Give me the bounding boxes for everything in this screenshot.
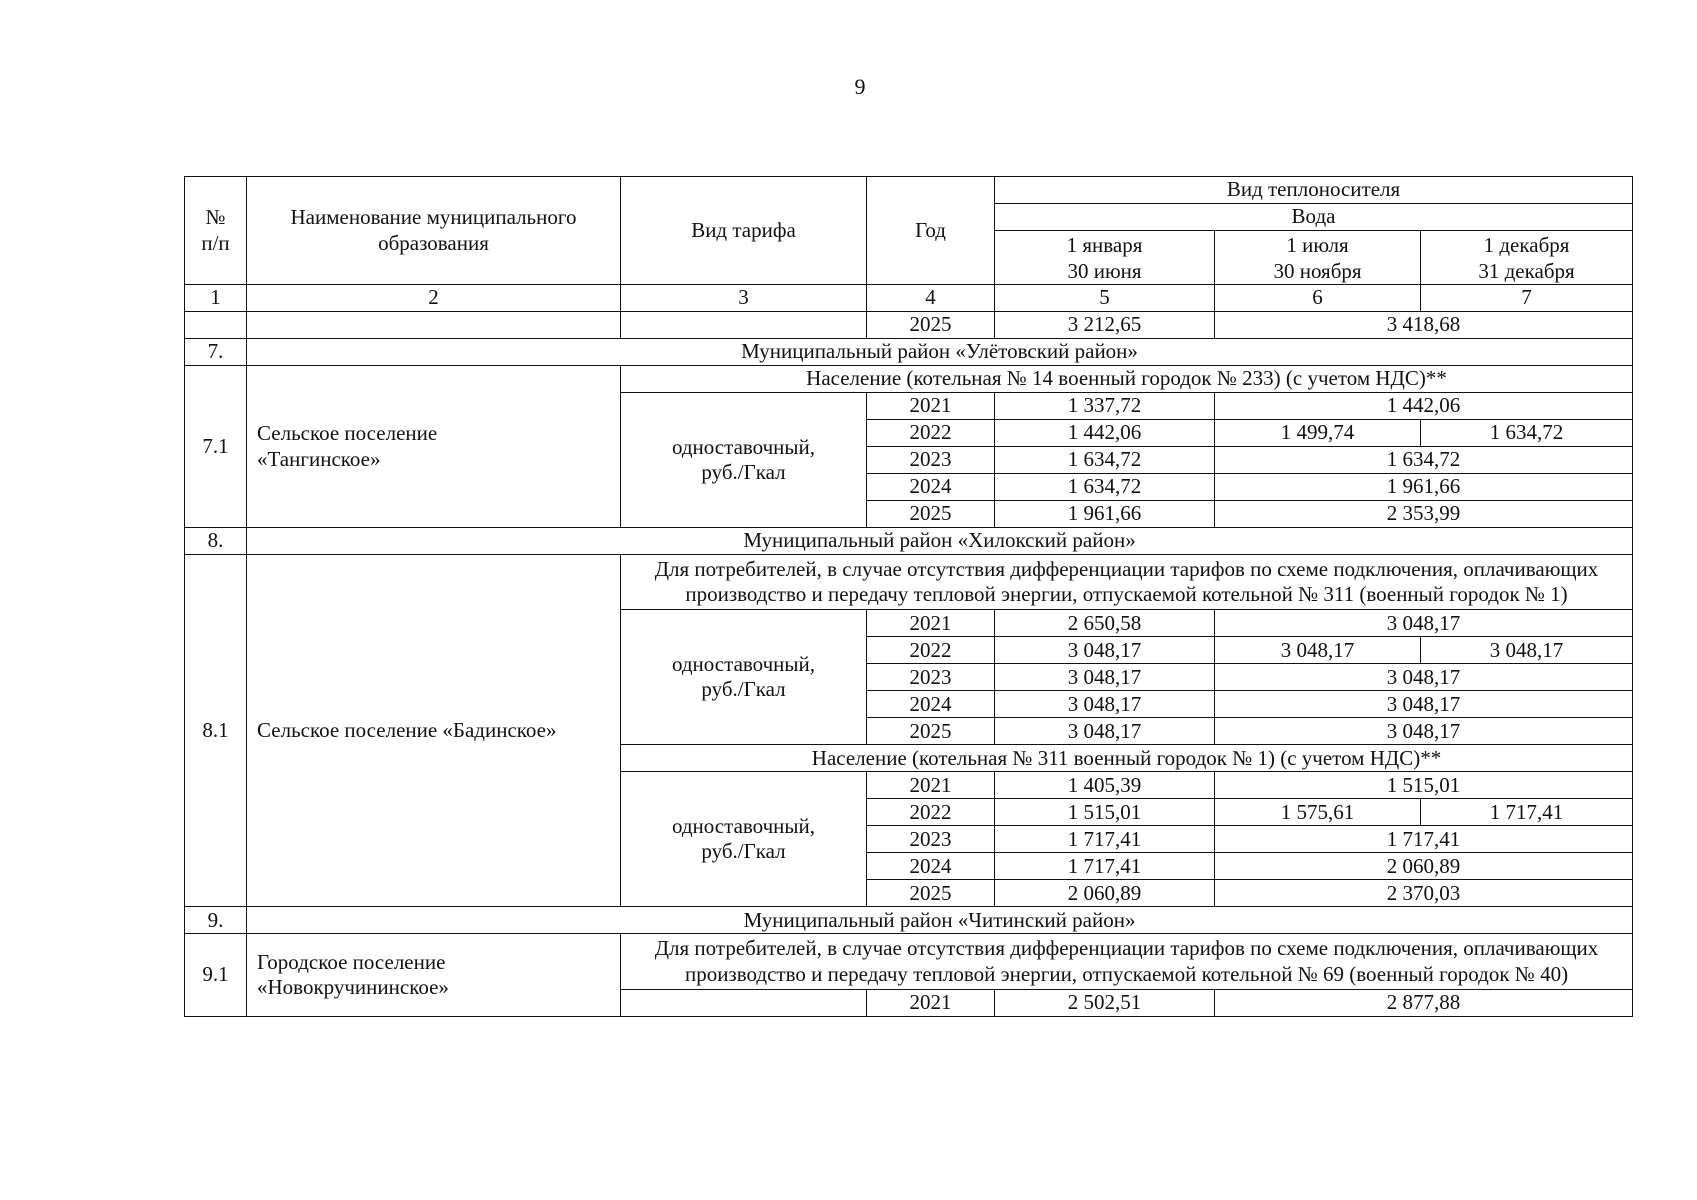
value-cell: 2 877,88 <box>1215 989 1633 1016</box>
year-cell: 2021 <box>867 989 995 1016</box>
value-cell: 1 499,74 <box>1215 420 1421 447</box>
value-cell: 3 048,17 <box>995 691 1215 718</box>
year-cell: 2023 <box>867 664 995 691</box>
header-index-1: 1 <box>185 285 247 312</box>
value-cell: 1 515,01 <box>995 799 1215 826</box>
tariff-type: одноставочный, руб./Гкал <box>621 393 867 528</box>
group-title: Население (котельная № 14 военный городок № 233) (с учетом НДС)** <box>621 366 1633 393</box>
item-name: Сельское поселение «Бадинское» <box>247 555 621 907</box>
section-num: 7. <box>185 339 247 366</box>
section-title: Муниципальный район «Улётовский район» <box>247 339 1633 366</box>
empty-cell <box>621 989 867 1016</box>
value-cell: 1 575,61 <box>1215 799 1421 826</box>
year-cell: 2025 <box>867 718 995 745</box>
year-cell: 2021 <box>867 393 995 420</box>
header-period-1: 1 января 30 июня <box>995 231 1215 285</box>
header-period-3: 1 декабря 31 декабря <box>1421 231 1633 285</box>
header-carrier-type: Вид теплоносителя <box>995 177 1633 204</box>
section-title: Муниципальный район «Читинский район» <box>247 907 1633 934</box>
header-period-2: 1 июля 30 ноября <box>1215 231 1421 285</box>
year-cell: 2024 <box>867 853 995 880</box>
header-index-6: 6 <box>1215 285 1421 312</box>
value-cell: 3 048,17 <box>995 637 1215 664</box>
value-cell: 1 717,41 <box>1215 826 1633 853</box>
header-col-num <box>185 177 247 285</box>
header-index-2: 2 <box>247 285 621 312</box>
group-title: Для потребителей, в случае отсутствия дифференциации тарифов по схеме подключения, оплачивающих производство и передачу тепловой энергии, отпускаемой котельной № 311 (военный городок № 1) <box>621 555 1633 610</box>
value-cell: 2 370,03 <box>1215 880 1633 907</box>
value-cell: 1 337,72 <box>995 393 1215 420</box>
value-cell: 3 048,17 <box>995 664 1215 691</box>
header-col-tariff: Вид тарифа <box>621 177 867 285</box>
tariff-table <box>184 176 1633 1017</box>
value-cell: 1 717,41 <box>995 826 1215 853</box>
header-col-num-label: № п/п <box>201 205 230 255</box>
value-cell: 1 634,72 <box>1215 447 1633 474</box>
value-cell: 3 048,17 <box>1215 637 1421 664</box>
header-carrier: Вода <box>995 204 1633 231</box>
year-cell: 2022 <box>867 637 995 664</box>
value-cell: 1 442,06 <box>995 420 1215 447</box>
group-title-row <box>185 366 1633 393</box>
value-cell: 1 405,39 <box>995 772 1215 799</box>
header-row-1 <box>185 177 1633 204</box>
year-cell: 2023 <box>867 826 995 853</box>
header-index-4: 4 <box>867 285 995 312</box>
item-num: 8.1 <box>185 555 247 907</box>
value-cell: 2 650,58 <box>995 610 1215 637</box>
section-row <box>185 339 1633 366</box>
value-cell: 3 048,17 <box>1215 718 1633 745</box>
value-cell: 1 961,66 <box>1215 474 1633 501</box>
item-name: Городское поселение «Новокручининское» <box>247 934 621 1016</box>
section-num: 9. <box>185 907 247 934</box>
year-cell: 2022 <box>867 799 995 826</box>
table-row <box>185 312 1633 339</box>
value-cell: 2 502,51 <box>995 989 1215 1016</box>
year-cell: 2024 <box>867 691 995 718</box>
value-cell: 1 515,01 <box>1215 772 1633 799</box>
value-cell: 1 634,72 <box>995 447 1215 474</box>
year-cell: 2021 <box>867 610 995 637</box>
group-title: Для потребителей, в случае отсутствия дифференциации тарифов по схеме подключения, оплачивающих производство и передачу тепловой энергии, отпускаемой котельной № 69 (военный городок № 40) <box>621 934 1633 989</box>
value-cell: 1 717,41 <box>995 853 1215 880</box>
value-cell: 1 634,72 <box>995 474 1215 501</box>
section-num: 8. <box>185 528 247 555</box>
year-cell: 2021 <box>867 772 995 799</box>
header-col-year: Год <box>867 177 995 285</box>
year-cell: 2024 <box>867 474 995 501</box>
item-num: 7.1 <box>185 366 247 528</box>
value-cell: 3 048,17 <box>1215 610 1633 637</box>
value-cell: 2 060,89 <box>995 880 1215 907</box>
header-index-row <box>185 285 1633 312</box>
value-cell: 2 353,99 <box>1215 501 1633 528</box>
year-cell: 2025 <box>867 880 995 907</box>
group-title-row <box>185 555 1633 610</box>
header-index-3: 3 <box>621 285 867 312</box>
value-cell: 3 048,17 <box>1421 637 1633 664</box>
value-cell: 3 418,68 <box>1215 312 1633 339</box>
group-title: Население (котельная № 311 военный городок № 1) (с учетом НДС)** <box>621 745 1633 772</box>
header-index-5: 5 <box>995 285 1215 312</box>
year-cell: 2025 <box>867 312 995 339</box>
tariff-type: одноставочный, руб./Гкал <box>621 610 867 745</box>
page-number: 9 <box>854 74 866 99</box>
header-col-name: Наименование муниципального образования <box>247 177 621 285</box>
empty-cell <box>185 312 247 339</box>
value-cell: 3 048,17 <box>1215 664 1633 691</box>
header-index-7: 7 <box>1421 285 1633 312</box>
empty-cell <box>247 312 621 339</box>
section-row <box>185 907 1633 934</box>
value-cell: 1 961,66 <box>995 501 1215 528</box>
item-num: 9.1 <box>185 934 247 1016</box>
section-title: Муниципальный район «Хилокский район» <box>247 528 1633 555</box>
value-cell: 1 442,06 <box>1215 393 1633 420</box>
tariff-type: одноставочный, руб./Гкал <box>621 772 867 907</box>
year-cell: 2022 <box>867 420 995 447</box>
section-row <box>185 528 1633 555</box>
value-cell: 1 634,72 <box>1421 420 1633 447</box>
year-cell: 2023 <box>867 447 995 474</box>
value-cell: 2 060,89 <box>1215 853 1633 880</box>
value-cell: 1 717,41 <box>1421 799 1633 826</box>
value-cell: 3 212,65 <box>995 312 1215 339</box>
group-title-row <box>185 934 1633 989</box>
value-cell: 3 048,17 <box>1215 691 1633 718</box>
item-name: Сельское поселение «Тангинское» <box>247 366 621 528</box>
empty-cell <box>621 312 867 339</box>
year-cell: 2025 <box>867 501 995 528</box>
value-cell: 3 048,17 <box>995 718 1215 745</box>
